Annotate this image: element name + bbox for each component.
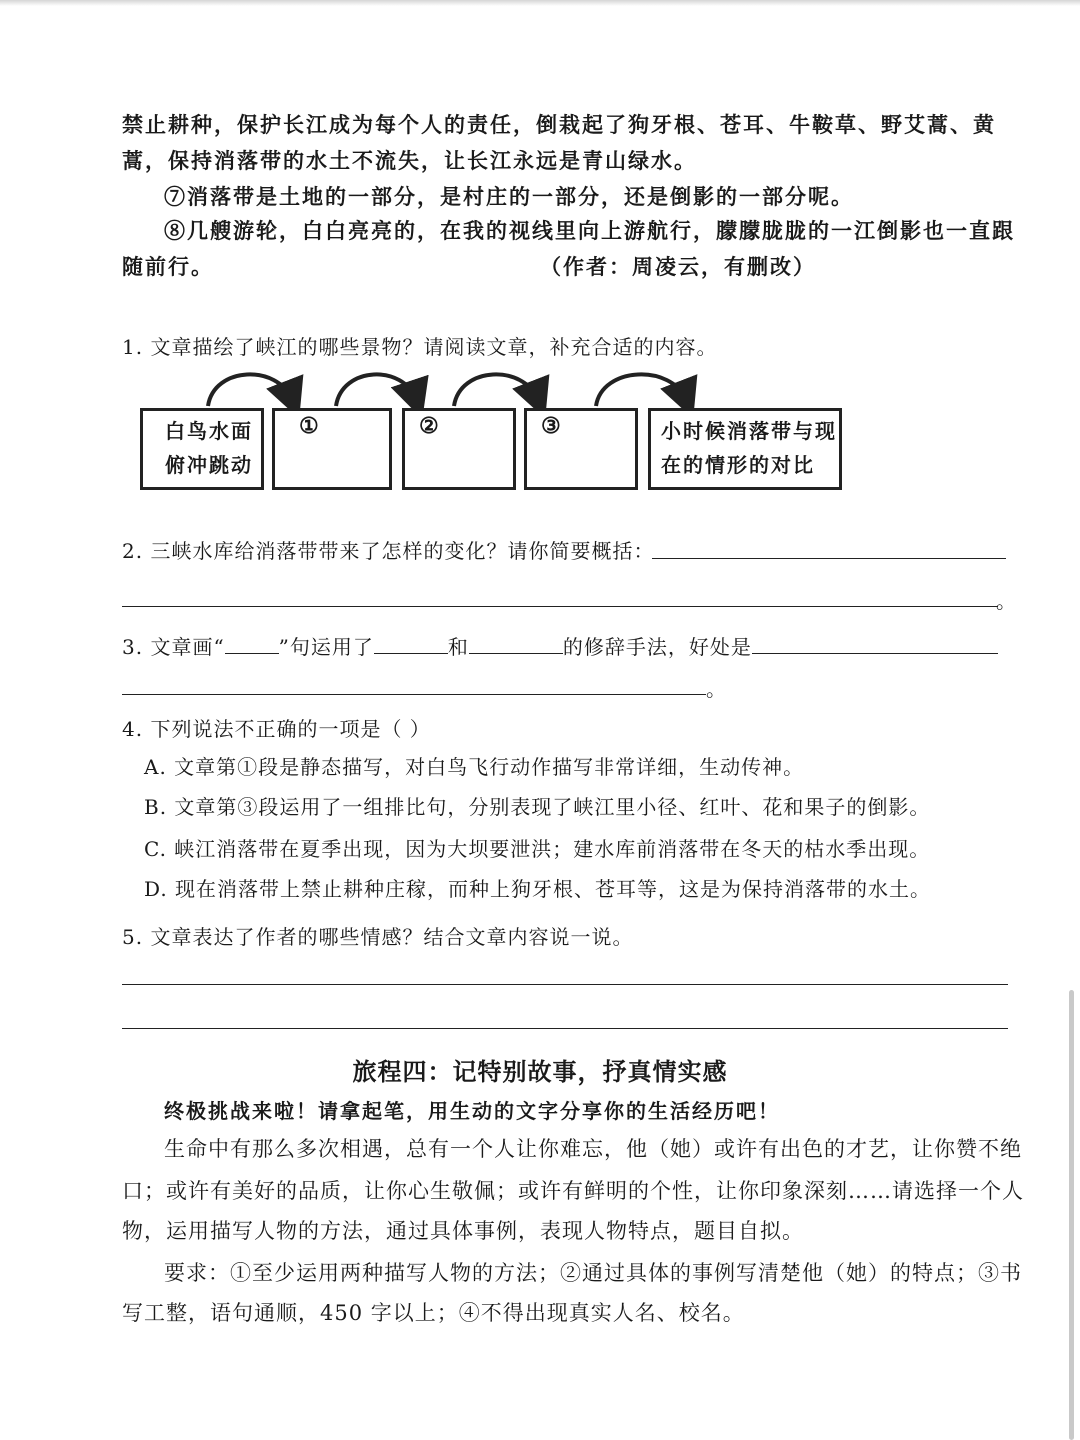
passage-paragraph-8-line-2: 随前行。 bbox=[122, 254, 214, 279]
question-3-device-blank-1[interactable] bbox=[374, 633, 448, 654]
question-3-prompt bbox=[122, 632, 998, 662]
section-4-body-line-1: 生命中有那么多次相遇，总有一个人让你难忘，他（她）或许有出色的才艺，让你赞不绝 bbox=[164, 1137, 1022, 1161]
question-3-quote-blank[interactable] bbox=[225, 633, 279, 654]
question-2-answer-line-1[interactable] bbox=[652, 558, 1006, 559]
flow-arrow-1 bbox=[208, 374, 292, 406]
question-5-answer-line-2[interactable] bbox=[122, 1028, 1008, 1029]
question-5-prompt: 5. 文章表达了作者的哪些情感？结合文章内容说一说。 bbox=[122, 925, 634, 949]
flow-arrows bbox=[0, 360, 1080, 410]
question-3-benefit-blank[interactable] bbox=[752, 633, 998, 654]
question-3-answer-line-2[interactable] bbox=[122, 694, 706, 695]
question-3-part-1: 3. 文章画“ bbox=[122, 635, 225, 659]
passage-line-2: 蒿，保持消落带的水土不流失，让长江永远是青山绿水。 bbox=[122, 148, 697, 173]
flow-box-1-line-1: 白鸟水面 bbox=[165, 419, 253, 443]
flow-box-5-line-2: 在的情形的对比 bbox=[661, 453, 815, 477]
flow-arrow-2 bbox=[336, 374, 416, 406]
blank-marker-2: ② bbox=[419, 413, 439, 439]
passage-paragraph-7: ⑦消落带是土地的一部分，是村庄的一部分，还是倒影的一部分呢。 bbox=[164, 184, 854, 209]
section-4-requirements-line-2: 写工整，语句通顺，450 字以上；④不得出现真实人名、校名。 bbox=[122, 1301, 745, 1325]
question-2-answer-line-2[interactable] bbox=[122, 606, 998, 607]
question-3-device-blank-2[interactable] bbox=[469, 633, 563, 654]
flow-arrow-3 bbox=[454, 374, 538, 406]
question-2-prompt: 2. 三峡水库给消落带带来了怎样的变化？请你简要概括： bbox=[122, 539, 655, 563]
question-3-part-2: ”句运用了 bbox=[278, 635, 374, 659]
passage-paragraph-8-line-1: ⑧几艘游轮，白白亮亮的，在我的视线里向上游航行，朦朦胧胧的一江倒影也一直跟 bbox=[164, 218, 1015, 243]
question-3-end-mark: 。 bbox=[706, 677, 727, 701]
passage-author: （作者：周凌云，有删改） bbox=[540, 254, 816, 279]
blank-marker-1: ① bbox=[299, 413, 319, 439]
passage-line-1: 禁止耕种，保护长江成为每个人的责任，倒栽起了狗牙根、苍耳、牛鞍草、野艾蒿、黄 bbox=[122, 112, 996, 137]
scrollbar[interactable] bbox=[1069, 990, 1074, 1440]
section-4-intro: 终极挑战来啦！请拿起笔，用生动的文字分享你的生活经历吧！ bbox=[164, 1099, 780, 1123]
question-2-end-mark: 。 bbox=[996, 589, 1017, 613]
question-3-part-3: 和 bbox=[447, 635, 469, 659]
flow-box-blank-2[interactable] bbox=[402, 408, 516, 490]
question-4-option-a[interactable]: A. 文章第①段是静态描写，对白鸟飞行动作描写非常详细，生动传神。 bbox=[144, 755, 805, 779]
question-1-prompt: 1. 文章描绘了峡江的哪些景物？请阅读文章，补充合适的内容。 bbox=[122, 335, 718, 359]
question-4-option-b[interactable]: B. 文章第③段运用了一组排比句，分别表现了峡江里小径、红叶、花和果子的倒影。 bbox=[144, 795, 931, 819]
question-4-option-d[interactable]: D. 现在消落带上禁止耕种庄稼，而种上狗牙根、苍耳等，这是为保持消落带的水土。 bbox=[144, 877, 932, 901]
flow-box-1-line-2: 俯冲跳动 bbox=[165, 453, 253, 477]
flow-box-5-line-1: 小时候消落带与现 bbox=[661, 419, 837, 443]
flow-box-blank-1[interactable] bbox=[272, 408, 392, 490]
question-3-part-4: 的修辞手法，好处是 bbox=[562, 635, 752, 659]
section-4-body-line-3: 物，运用描写人物的方法，通过具体事例，表现人物特点，题目自拟。 bbox=[122, 1219, 804, 1243]
question-5-answer-line-1[interactable] bbox=[122, 984, 1008, 985]
section-4-requirements-line-1: 要求：①至少运用两种描写人物的方法；②通过具体的事例写清楚他（她）的特点；③书 bbox=[164, 1261, 1022, 1285]
section-4-title: 旅程四：记特别故事，抒真情实感 bbox=[352, 1058, 728, 1086]
flow-arrow-4 bbox=[596, 374, 686, 406]
question-4-option-c[interactable]: C. 峡江消落带在夏季出现，因为大坝要泄洪；建水库前消落带在冬天的枯水季出现。 bbox=[144, 837, 931, 861]
section-4-body-line-2: 口；或许有美好的品质，让你心生敬佩；或许有鲜明的个性，让你印象深刻……请选择一个人 bbox=[122, 1179, 1024, 1203]
flow-box-blank-3[interactable] bbox=[524, 408, 638, 490]
flow-box-1 bbox=[140, 408, 264, 490]
question-4-prompt: 4. 下列说法不正确的一项是（ ） bbox=[122, 717, 431, 741]
blank-marker-3: ③ bbox=[541, 413, 561, 439]
flow-box-5 bbox=[648, 408, 842, 490]
page-top-shadow bbox=[0, 0, 1080, 6]
